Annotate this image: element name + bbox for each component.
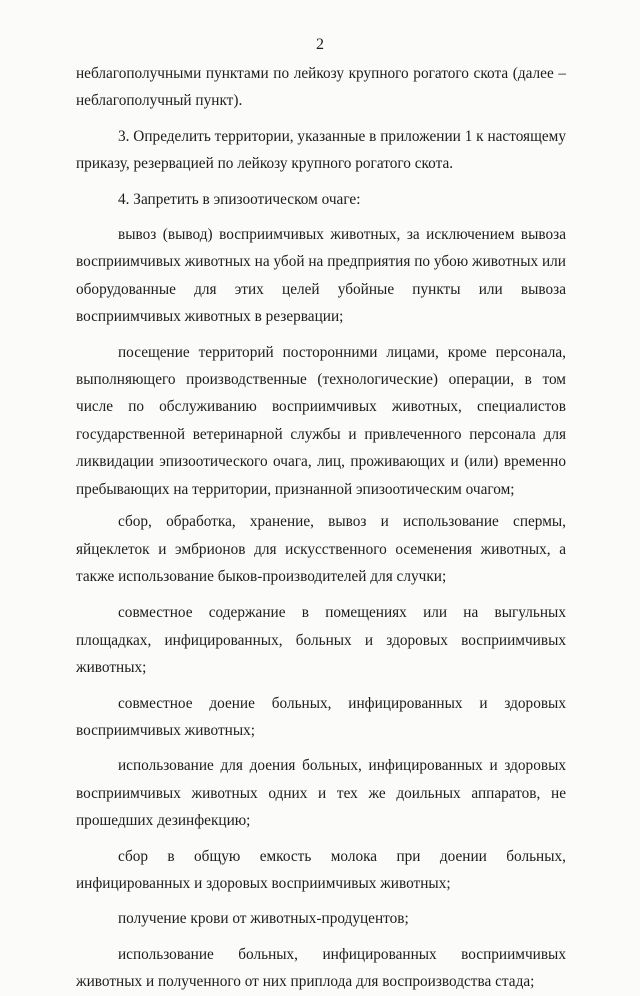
page-number: 2 bbox=[316, 36, 324, 53]
paragraph-10: сбор в общую емкость молока при доении больных, инфицированных и здоровых восприимчивых животных; bbox=[76, 847, 566, 892]
paragraph-6: сбор, обработка, хранение, вывоз и использование спермы, яйцеклеток и эмбрионов для искусственного осеменения животных, а также использование быков-производителей для случки; bbox=[76, 513, 566, 585]
document-body bbox=[76, 60, 566, 996]
paragraph-7: совместное содержание в помещениях или на выгульных площадках, инфицированных, больных и здоровых восприимчивых животных; bbox=[76, 604, 566, 677]
paragraph-5: посещение территорий посторонними лицами, кроме персонала, выполняющего производственные (технологические) операции, в том числе по обслуживанию восприимчивых животных, специалистов государственной ветеринарной службы и привлеченного персонала для ликвидации эпизоотического очага, лиц, проживающих и (или) временно пребывающих на территории, признанной эпизоотическим очагом; bbox=[76, 343, 566, 498]
paragraph-11: получение крови от животных-продуцентов; bbox=[118, 910, 409, 928]
paragraph-2: 3. Определить территории, указанные в приложении 1 к настоящему приказу, резервацией по лейкозу крупного рогатого скота. bbox=[76, 127, 566, 173]
paragraph-12: использование больных, инфицированных восприимчивых животных и полученного от них приплода для воспроизводства стада; bbox=[76, 945, 566, 991]
paragraph-8: совместное доение больных, инфицированных и здоровых восприимчивых животных; bbox=[76, 694, 566, 739]
paragraph-3: 4. Запретить в эпизоотическом очаге: bbox=[118, 190, 361, 208]
paragraph-9: использование для доения больных, инфицированных и здоровых восприимчивых животных одних и тех же доильных аппаратов, не прошедших дезинфекцию; bbox=[76, 757, 566, 830]
paragraph-4: вывоз (вывод) восприимчивых животных, за исключением вывоза восприимчивых животных на убой на предприятия по убою животных или оборудованные для этих целей убойные пункты или вывоза восприимчивых животных в резервации; bbox=[76, 226, 566, 326]
paragraph-1: неблагополучными пунктами по лейкозу крупного рогатого скота (далее – неблагополучный пункт). bbox=[76, 65, 566, 110]
